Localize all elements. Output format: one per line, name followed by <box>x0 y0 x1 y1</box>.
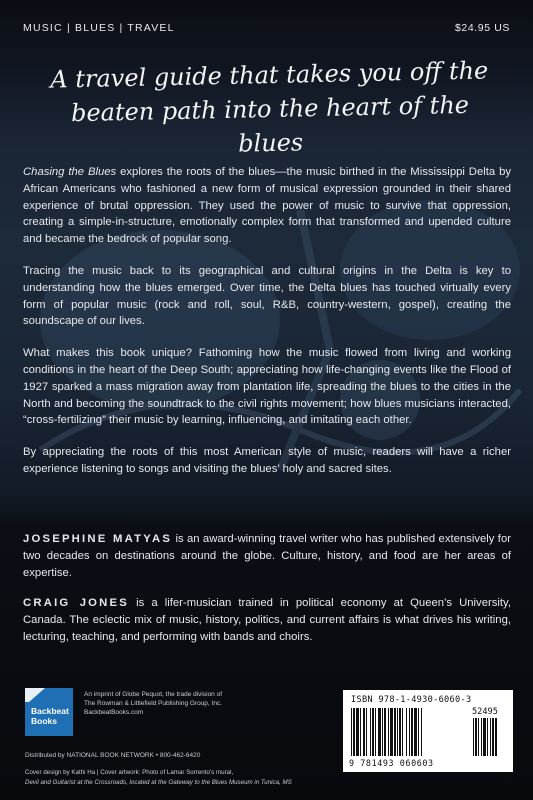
barcode-bar <box>366 708 367 756</box>
barcode-bar <box>378 708 381 756</box>
logo-line-2: Books <box>31 716 57 726</box>
isbn-barcode <box>343 690 513 772</box>
book-title-inline: Chasing the Blues <box>23 166 117 178</box>
top-bar <box>23 22 510 36</box>
barcode-bar <box>370 708 371 756</box>
barcode-bar <box>356 708 359 756</box>
barcode-bar <box>421 708 422 756</box>
tagline-line-1: A travel guide that takes you off the <box>50 56 489 94</box>
barcode-bar <box>406 708 407 756</box>
barcode-addon-bar <box>478 718 479 756</box>
author-bio-text: is a lifer-musician trained in political economy at Queen’s University, Canada. The eclectic mix of music, history, politics, and current affairs is what drives his writing, lecturing, teaching, and performing with bands and choirs. <box>23 597 511 643</box>
author-bio <box>23 595 511 645</box>
barcode-bar <box>363 708 365 756</box>
barcode-bar <box>351 708 352 756</box>
barcode-bar <box>394 708 396 756</box>
description-paragraph: Tracing the music back to its geographical and cultural origins in the Delta is key to understanding how the blues emerged. Over time, the Delta blues has touched virtually every form of popular music (rock and roll, soul, R&B, country-western, gospel), creating the soundscape of our lives. <box>23 264 511 328</box>
category-labels: MUSIC | BLUES | TRAVEL <box>23 22 175 34</box>
author-bio-text: is an award-winning travel writer who has published extensively for two decades on destinations around the globe. Culture, history, and food are her areas of expertise. <box>23 533 511 579</box>
isbn-number: ISBN 978-1-4930-6060-3 <box>351 695 472 705</box>
barcode-addon-bar <box>487 718 488 756</box>
credits-line-1: Cover design by Kathi Ha | Cover artwork: Photo of Lamar Sorrento’s mural, <box>25 769 234 776</box>
cover-credits <box>25 768 325 788</box>
barcode-bar <box>382 708 383 756</box>
barcode-bar <box>418 708 419 756</box>
barcode-bar <box>414 708 417 756</box>
imprint-url: BackbeatBooks.com <box>84 709 144 716</box>
barcode-bar <box>375 708 376 756</box>
barcode-digits: 9 781493 060603 <box>349 758 434 768</box>
barcode-bar <box>390 708 393 756</box>
description-paragraph <box>23 164 511 248</box>
barcode-bar <box>411 708 413 756</box>
tagline-line-2: beaten path into the heart of the blues <box>70 90 470 158</box>
barcode-bar <box>353 708 355 756</box>
barcode-bar <box>402 708 403 756</box>
barcode-addon-bar <box>492 718 494 756</box>
imprint-line-1: An imprint of Globe Pequot, the trade division of <box>84 691 223 698</box>
barcode-bar <box>372 708 374 756</box>
barcode-bar <box>399 708 401 756</box>
description-paragraph: By appreciating the roots of this most American style of music, readers will have a richer experience listening to songs and visiting the blues’ holy and sacred sites. <box>23 446 511 475</box>
backbeat-books-logo <box>25 688 73 736</box>
barcode-bar <box>388 708 389 756</box>
barcode-bar <box>409 708 410 756</box>
barcode-price-code: 52495 <box>472 707 498 717</box>
barcode-bar <box>384 708 386 756</box>
description-text: explores the roots of the blues—the music birthed in the Mississippi Delta by African Americans who fashioned a new form of musical expression grounded in their shared experience of brutal oppression. They used the power of music to survive that oppression, creating a simple-in-structure, emotionally complex form that transformed and upended culture and became the bedrock of popular song. <box>23 166 511 246</box>
imprint-info <box>84 690 314 717</box>
distributor-info: Distributed by NATIONAL BOOK NETWORK • 800-462-6420 <box>25 752 201 759</box>
tagline <box>39 53 501 165</box>
barcode-addon-bar <box>495 718 497 756</box>
barcode-addon-bar <box>490 718 491 756</box>
book-description <box>23 164 511 493</box>
barcode-addon-bar <box>473 718 474 756</box>
author-bios <box>23 531 511 660</box>
barcode-addon-bar <box>475 718 477 756</box>
barcode-bars <box>349 708 507 758</box>
barcode-bar <box>397 708 398 756</box>
credits-line-2: Devil and Guitarist at the Crossroads, located at the Gateway to the Blues Museum in Tunica, MS <box>25 779 292 786</box>
author-name: CRAIG JONES <box>23 597 129 610</box>
imprint-line-2: The Rowman & Littlefield Publishing Group, Inc. <box>84 700 223 707</box>
description-paragraph: What makes this book unique? Fathoming how the music flowed from living and working conditions in the heart of the Deep South; appreciating how life-changing events like the Flood of 1927 sparked a mass migration away from plantation life, spreading the blues to the cities in the North and becoming the soundtrack to the civil rights movement; how blues musicians interacted, “cross-fertilizing” their music by learning, influencing, and imitating each other. <box>23 347 511 427</box>
author-bio <box>23 531 511 581</box>
author-name: JOSEPHINE MATYAS <box>23 533 173 545</box>
logo-text <box>31 706 69 726</box>
cover-price: $24.95 US <box>454 22 510 34</box>
logo-line-1: Backbeat <box>31 706 69 716</box>
barcode-addon-bar <box>481 718 482 756</box>
barcode-bar <box>360 708 361 756</box>
barcode-addon-bar <box>483 718 486 756</box>
